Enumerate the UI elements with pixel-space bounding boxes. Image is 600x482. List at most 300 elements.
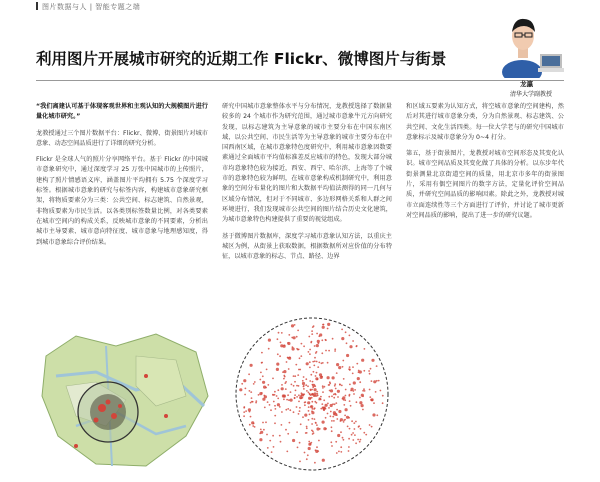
photo-density-dot <box>274 394 276 396</box>
photo-density-dot <box>343 399 345 401</box>
photo-density-dot <box>276 363 279 366</box>
photo-density-dot <box>349 366 351 368</box>
photo-density-dot <box>307 385 309 387</box>
photo-density-dot <box>338 366 341 369</box>
photo-density-dot <box>308 392 310 394</box>
column-2 <box>222 102 392 268</box>
photo-density-dot <box>299 407 301 409</box>
photo-density-dot <box>336 452 338 454</box>
photo-density-dot <box>280 441 282 443</box>
photo-density-dot <box>378 380 380 382</box>
photo-density-dot <box>322 385 324 387</box>
photo-density-dot <box>322 421 325 424</box>
photo-density-dot <box>323 427 326 430</box>
photo-density-dot <box>264 407 266 409</box>
photo-density-dot <box>239 388 242 391</box>
photo-density-dot <box>290 391 292 393</box>
pull-quote: “我们离建认可基于体现客观世界和主观认知的大规模图片进行量化城市研究。” <box>36 103 208 121</box>
photo-density-dot <box>296 348 298 350</box>
photo-density-dot <box>334 348 336 350</box>
photo-density-dot <box>380 390 382 392</box>
photo-density-dot <box>360 428 362 430</box>
photo-density-dot <box>320 399 322 401</box>
photo-density-dot <box>281 384 283 386</box>
photo-density-dot <box>327 362 329 364</box>
photo-density-dot <box>317 378 319 380</box>
photo-density-dot <box>321 403 323 405</box>
photo-density-dot <box>287 408 289 410</box>
photo-density-dot <box>337 434 340 437</box>
photo-density-dot <box>312 326 314 328</box>
photo-density-dot <box>343 421 345 423</box>
photo-density-dot <box>312 433 314 435</box>
photo-density-dot <box>302 397 304 399</box>
photo-density-dot <box>285 429 287 431</box>
photo-density-dot <box>306 362 309 365</box>
photo-density-dot <box>284 345 286 347</box>
photo-density-dot <box>365 434 367 436</box>
photo-density-dot <box>248 408 251 411</box>
photo-density-dot <box>308 441 310 443</box>
photo-density-dot <box>262 375 264 377</box>
photo-density-dot <box>281 332 283 334</box>
author-photo <box>500 6 564 78</box>
photo-density-dot <box>316 333 318 335</box>
photo-density-dot <box>349 335 351 337</box>
running-header <box>36 2 140 12</box>
photo-density-dot <box>296 336 298 338</box>
photo-density-dot <box>342 437 344 439</box>
photo-density-dot <box>382 402 384 404</box>
photo-density-dot <box>333 411 336 414</box>
photo-density-dot <box>340 446 342 448</box>
photo-density-dot <box>334 385 336 387</box>
photo-density-dot <box>345 331 347 333</box>
photo-density-dot <box>371 359 374 362</box>
photo-density-dot <box>308 447 311 450</box>
photo-density-dot <box>330 411 332 413</box>
photo-density-dot <box>355 442 357 444</box>
photo-density-dot <box>325 350 327 352</box>
photo-density-dot <box>281 387 284 390</box>
photo-density-dot <box>315 352 317 354</box>
photo-density-dot <box>348 446 350 448</box>
column-1 <box>36 102 208 254</box>
photo-density-dot <box>375 391 377 393</box>
photo-density-dot <box>349 369 351 371</box>
photo-density-dot <box>292 439 295 442</box>
photo-density-dot <box>267 401 269 403</box>
photo-density-dot <box>341 337 344 340</box>
figure-street-view <box>404 316 584 474</box>
photo-density-dot <box>244 394 246 396</box>
photo-density-dot <box>368 370 370 372</box>
photo-density-dot <box>328 396 330 398</box>
photo-density-dot <box>322 391 324 393</box>
photo-density-dot <box>293 375 295 377</box>
photo-density-dot <box>288 334 290 336</box>
photo-density-dot <box>272 394 274 396</box>
photo-density-dot <box>300 355 302 357</box>
photo-density-dot <box>263 395 265 397</box>
photo-density-dot <box>318 440 320 442</box>
photo-density-dot <box>355 421 357 423</box>
photo-density-dot <box>335 388 337 390</box>
photo-density-dot <box>249 424 251 426</box>
photo-density-dot <box>304 414 307 417</box>
photo-density-dot <box>292 346 294 348</box>
photo-density-dot <box>372 413 375 416</box>
photo-density-dot <box>313 371 315 373</box>
figure-chongqing-map <box>36 316 216 474</box>
photo-density-dot <box>358 370 360 372</box>
photo-density-dot <box>307 454 309 456</box>
photo-density-dot <box>340 451 342 453</box>
photo-density-dot <box>346 416 349 419</box>
photo-density-dot <box>302 416 304 418</box>
photo-density-dot <box>314 401 316 403</box>
photo-density-dot <box>356 363 358 365</box>
header-bar <box>36 2 38 10</box>
photo-density-dot <box>290 399 293 402</box>
photo-density-dot <box>268 348 270 350</box>
photo-density-dot <box>306 432 308 434</box>
photo-density-dot <box>280 344 283 347</box>
photo-density-dot <box>274 415 276 417</box>
photo-density-dot <box>285 381 287 383</box>
photo-density-dot <box>294 324 296 326</box>
photo-density-dot <box>316 395 318 397</box>
photo-density-dot <box>304 452 306 454</box>
photo-density-dot <box>340 431 342 433</box>
photo-density-dot <box>369 373 371 375</box>
photo-density-dot <box>376 365 378 367</box>
photo-density-dot <box>352 340 354 342</box>
photo-density-dot <box>306 390 308 392</box>
photo-density-dot <box>261 362 263 364</box>
photo-density-dot <box>283 370 286 373</box>
photo-density-dot <box>333 397 335 399</box>
photo-density-dot <box>312 381 314 383</box>
photo-density-dot <box>283 378 285 380</box>
photo-density-dot <box>363 432 365 434</box>
photo-density-dot <box>286 451 288 453</box>
photo-density-dot <box>305 378 307 380</box>
photo-density-dot <box>310 389 312 391</box>
photo-density-dot <box>332 416 334 418</box>
photo-density-dot <box>279 406 281 408</box>
photo-density-dot <box>317 450 319 452</box>
photo-density-dot <box>331 420 333 422</box>
photo-density-dot <box>280 342 282 344</box>
photo-density-dot <box>309 414 311 416</box>
photo-density-dot <box>279 435 281 437</box>
photo-density-dot <box>327 376 330 379</box>
photo-density-dot <box>282 394 285 397</box>
figure-weibo-photo-density <box>222 312 402 476</box>
photo-density-dot <box>332 376 335 379</box>
photo-density-dot <box>297 374 299 376</box>
photo-density-dot <box>351 434 353 436</box>
photo-density-dot <box>294 397 296 399</box>
photo-density-dot <box>314 345 316 347</box>
photo-density-dot <box>369 389 371 391</box>
photo-density-dot <box>311 397 313 399</box>
photo-density-dot <box>352 439 354 441</box>
photo-density-dot <box>308 397 311 400</box>
photo-density-dot <box>253 383 255 385</box>
photo-density-dot <box>270 409 272 411</box>
photo-density-dot <box>334 403 336 405</box>
photo-density-dot <box>352 373 354 375</box>
photo-density-dot <box>371 399 373 401</box>
photo-density-dot <box>325 404 328 407</box>
photo-density-dot <box>274 391 276 393</box>
photo-density-dot <box>321 339 323 341</box>
photo-density-dot <box>285 388 287 390</box>
photo-density-dot <box>267 384 269 386</box>
photo-density-dot <box>266 369 268 371</box>
photo-density-dot <box>351 420 353 422</box>
photo-density-dot <box>269 404 271 406</box>
photo-density-dot <box>361 359 364 362</box>
photo-density-dot <box>314 360 316 362</box>
photo-density-dot <box>346 354 349 357</box>
photo-density-dot <box>299 357 301 359</box>
photo-density-dot <box>312 431 314 433</box>
photo-density-dot <box>311 410 313 412</box>
photo-density-dot <box>373 402 375 404</box>
photo-density-dot <box>322 362 324 364</box>
photo-density-dot <box>281 424 283 426</box>
photo-density-dot <box>296 431 298 433</box>
photo-density-dot <box>311 333 313 335</box>
photo-density-dot <box>298 413 300 415</box>
photo-density-dot <box>348 438 350 440</box>
photo-density-dot <box>359 397 361 399</box>
photo-density-dot <box>245 410 247 412</box>
photo-density-dot <box>357 377 360 380</box>
photo-density-dot <box>314 388 317 391</box>
photo-density-dot <box>251 421 254 424</box>
photo-density-dot <box>341 385 343 387</box>
photo-density-dot <box>289 422 291 424</box>
photo-density-dot <box>314 357 316 359</box>
photo-density-dot <box>241 383 243 385</box>
paragraph: Flickr 是全球人气的照片分享网络平台。基于 Flickr 的中国城市意象研究中，通过深度学习 25 万张中国城市的上传照片，建构了照片情感语义库，涵盖图片平均拥有 5.75 个深度学习标签。根据城市意象的研究与标签内容，构建城市意象研究框架，将物质要素分为三类：公共空间、标志建筑、自然景观，非物质要素为市民生活。以各类别标签数量比例，对各类要素在城市空间内的构成关系，反映城市意象的不同要素，分析出城市主导要素、城市意向特征度、城市意象与地理感知度，得到城市意象综合评价结果。 <box>36 156 208 246</box>
photo-density-dot <box>289 357 291 359</box>
photo-density-dot <box>340 418 343 421</box>
photo-density-dot <box>325 339 327 341</box>
photo-density-dot <box>359 381 361 383</box>
photo-density-dot <box>294 394 296 396</box>
photo-density-dot <box>288 368 290 370</box>
title-rule <box>36 80 564 81</box>
photo-density-dot <box>245 388 247 390</box>
photo-density-dot <box>301 343 303 345</box>
photo-density-dot <box>291 384 293 386</box>
photo-density-dot <box>362 395 364 397</box>
photo-density-dot <box>296 406 298 408</box>
photo-density-dot <box>311 330 313 332</box>
photo-density-dot <box>312 386 314 388</box>
photo-density-dot <box>296 385 298 387</box>
photo-density-dot <box>361 404 364 407</box>
photo-density-dot <box>314 385 316 387</box>
photo-density-dot <box>267 447 269 449</box>
photo-density-dot <box>319 333 322 336</box>
photo-density-dot <box>319 373 322 376</box>
photo-density-dot <box>337 396 339 398</box>
photo-density-dot <box>332 403 334 405</box>
photo-density-dot <box>316 372 318 374</box>
photo-density-dot <box>309 367 311 369</box>
photo-density-dot <box>373 380 376 383</box>
photo-density-dot <box>311 401 313 403</box>
photo-density-dot <box>260 429 262 431</box>
photo-density-dot <box>272 378 274 380</box>
photo-density-dot <box>287 357 289 359</box>
photo-density-dot <box>248 373 250 375</box>
photo-density-dot <box>310 405 312 407</box>
photo-density-dot <box>310 374 312 376</box>
photo-density-dot <box>283 375 285 377</box>
photo-density-dot <box>299 410 301 412</box>
photo-density-dot <box>251 397 253 399</box>
photo-density-dot <box>331 426 333 428</box>
photo-density-dot <box>275 408 277 410</box>
paragraph: 第五，基于街景图片，龙教授对城市空间形态及其变化认识。城市空间品质及其变化做了具体的分析。以东步年代街景测量北京街道空间的质量，用北京市多年的街景图片，采用有偶空间图片的数字方法，定量化评价空间品质，并研究空间品质的影响因素。除此之外，龙教授对城市立面连续性等三个方面进行了评价，并讨论了城市更新对空间品质的影响，提出了进一步的研究议题。 <box>406 150 564 219</box>
photo-density-dot <box>351 388 354 391</box>
photo-density-dot <box>342 366 344 368</box>
photo-density-dot <box>281 411 283 413</box>
photo-density-dot <box>334 350 336 352</box>
photo-density-dot <box>364 348 366 350</box>
article-title: 利用图片开展城市研究的近期工作 Flickr、微博图片与街景 <box>36 50 447 68</box>
photo-density-dot <box>344 419 346 421</box>
photo-density-dot <box>304 402 306 404</box>
photo-density-dot <box>306 458 308 460</box>
photo-density-dot <box>342 360 344 362</box>
photo-density-dot <box>276 368 279 371</box>
photo-density-dot <box>272 435 274 437</box>
photo-density-dot <box>277 389 279 391</box>
photo-density-dot <box>334 383 336 385</box>
photo-density-dot <box>283 398 285 400</box>
photo-density-dot <box>309 361 311 363</box>
photo-density-dot <box>352 432 354 434</box>
photo-density-dot <box>363 370 365 372</box>
photo-density-dot <box>261 352 263 354</box>
photo-density-dot <box>370 368 372 370</box>
photo-density-dot <box>298 394 300 396</box>
photo-density-dot <box>298 401 300 403</box>
photo-density-dot <box>249 390 251 392</box>
photo-density-dot <box>317 340 320 343</box>
photo-density-dot <box>334 393 336 395</box>
photo-density-dot <box>294 381 296 383</box>
photo-density-dot <box>341 329 343 331</box>
photo-density-dot <box>252 425 254 427</box>
photo-density-dot <box>274 422 276 424</box>
photo-density-dot <box>277 338 279 340</box>
paragraph: 和区域五要素为认知方式，将空城市意象的空间建构，然后对其进行城市意象分类，分为自然景观、标志建筑、公共空间、文化生活四类。每一位大学老与的研究中国城市意象标示及城市意象分为 0~4 打分。 <box>406 103 564 141</box>
photo-density-dot <box>309 380 311 382</box>
photo-density-dot <box>308 406 310 408</box>
photo-density-dot <box>289 409 291 411</box>
photo-density-dot <box>317 366 319 368</box>
photo-density-dot <box>250 391 252 393</box>
photo-density-dot <box>287 342 289 344</box>
photo-density-dot <box>331 445 333 447</box>
photo-density-dot <box>349 428 351 430</box>
photo-density-dot <box>308 419 310 421</box>
photo-density-dot <box>321 352 323 354</box>
photo-density-dot <box>330 441 332 443</box>
photo-density-dot <box>265 421 267 423</box>
photo-density-dot <box>357 439 359 441</box>
photo-density-dot <box>309 349 311 351</box>
header-text: 图片数据与人 | 智能专题之端 <box>42 3 141 11</box>
photo-density-dot <box>293 411 295 413</box>
photo-density-dot <box>273 446 275 448</box>
photo-density-dot <box>314 462 316 464</box>
photo-density-dot <box>297 447 299 449</box>
photo-density-dot <box>293 385 295 387</box>
author-name: 龙瀛 <box>520 80 533 88</box>
photo-density-dot <box>335 402 337 404</box>
photo-density-dot <box>323 409 325 411</box>
paragraph: 研究中国城市意象整体水平与分布情况，龙教授选择了数据量较多的 24 个城市作为研究范围，通过城市意象牛元方向研究发现，以标志建筑为主导意象的城市主要分布在中国东南区域，以公共空间、市民生活等为主导意象的城市主要分布在中国西南区域，在城市意象特色度研究中，利用城市意象因数要素通过全面城市平均值标准差反应城市的特色，发现大部分城市均意象特色较为接近，西安、西宁、哈尔滨、上海等了个城市的意象特色较为鲜明，在城市意象构成机制研究中，利用意象的空间分布量化的图片和大数据平均值法测得的同一几何与区域分布情况，但对于不同城市、多边形网格关系和人群之间环境进行，我们发现城市公共空间的图片结合历史文化建筑，为城市意象特色构建提供了重要的视觉组成。 <box>222 103 392 224</box>
photo-density-dot <box>306 426 308 428</box>
photo-density-dot <box>276 395 278 397</box>
photo-density-dot <box>322 459 325 462</box>
photo-density-dot <box>345 389 347 391</box>
photo-density-dot <box>273 401 275 403</box>
photo-density-dot <box>285 409 287 411</box>
photo-density-dot <box>338 451 340 453</box>
photo-density-dot <box>306 427 308 429</box>
photo-density-dot <box>316 424 318 426</box>
photo-density-dot <box>279 355 281 357</box>
photo-density-dot <box>348 450 350 452</box>
photo-density-dot <box>274 405 276 407</box>
photo-density-dot <box>333 420 335 422</box>
photo-density-dot <box>338 410 341 413</box>
photo-density-dot <box>330 415 332 417</box>
photo-density-dot <box>298 385 300 387</box>
photo-density-dot <box>316 446 318 448</box>
photo-density-dot <box>347 426 349 428</box>
photo-density-dot <box>262 381 265 384</box>
photo-density-dot <box>312 361 314 363</box>
photo-density-dot <box>316 427 319 430</box>
photo-density-dot <box>345 408 348 411</box>
photo-density-dot <box>316 344 319 347</box>
photo-density-dot <box>299 461 301 463</box>
photo-density-dot <box>252 401 254 403</box>
photo-density-dot <box>320 408 322 410</box>
photo-density-dot <box>299 442 301 444</box>
photo-density-dot <box>343 404 345 406</box>
photo-density-dot <box>350 405 352 407</box>
photo-density-dot <box>311 394 313 396</box>
photo-density-dot <box>243 379 246 382</box>
photo-density-dot <box>294 375 296 377</box>
photo-density-dot <box>353 393 355 395</box>
photo-density-dot <box>316 391 318 393</box>
photo-density-dot <box>343 439 345 441</box>
